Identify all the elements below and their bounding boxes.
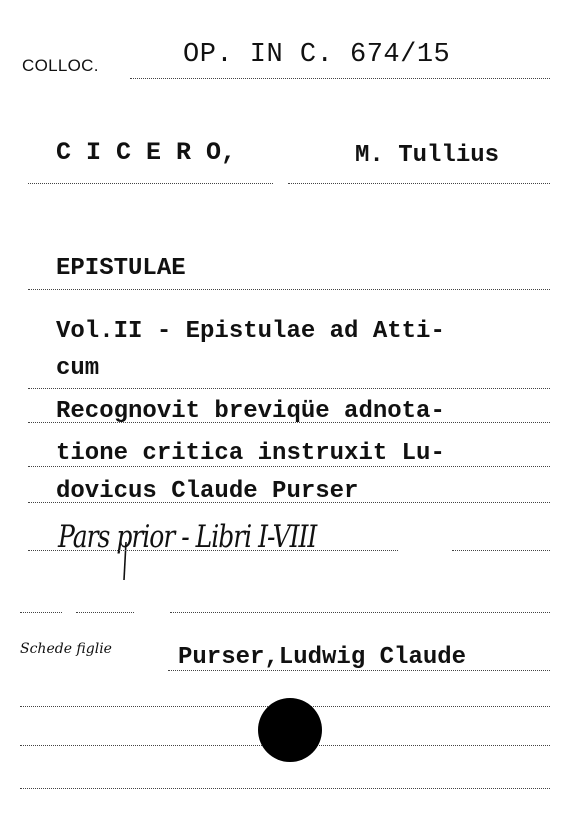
description-line-2: cum: [56, 355, 100, 382]
colloc-label: COLLOC.: [22, 56, 99, 75]
blank-line-right: [170, 612, 550, 613]
blank-line-3: [20, 788, 550, 789]
author-forename: M. Tullius: [355, 142, 500, 169]
author-line-left: [28, 183, 273, 184]
blank-line-left-a: [20, 612, 62, 613]
note-line-right: [452, 550, 550, 551]
shelfmark: OP. IN C. 674/15: [183, 40, 451, 70]
author-line-right: [288, 183, 550, 184]
description-rule-3: [28, 466, 550, 467]
author-surname: C I C E R O,: [56, 138, 237, 167]
description-rule-2: [28, 422, 550, 423]
added-entry-line: [168, 670, 550, 671]
description-line-1: Vol.II - Epistulae ad Atti-: [56, 318, 445, 345]
uniform-title: EPISTULAE: [56, 255, 186, 282]
added-entries-label: Schede figlie: [20, 641, 112, 657]
blank-line-left-b: [76, 612, 134, 613]
note-line-left: [28, 550, 398, 551]
title-line: [28, 289, 550, 290]
description-line-5: dovicus Claude Purser: [56, 478, 359, 505]
description-line-4: tione critica instruxit Lu-: [56, 440, 445, 467]
description-rule-1: [28, 388, 550, 389]
colloc-line: [130, 78, 550, 79]
punch-hole: [258, 698, 322, 762]
handwritten-stroke: [118, 540, 132, 582]
handwritten-note: Pars prior - Libri I-VIII: [58, 518, 317, 555]
description-rule-4: [28, 502, 550, 503]
added-entry: Purser,Ludwig Claude: [178, 644, 467, 671]
description-line-3: Recognovit breviqüe adnota-: [56, 398, 445, 425]
